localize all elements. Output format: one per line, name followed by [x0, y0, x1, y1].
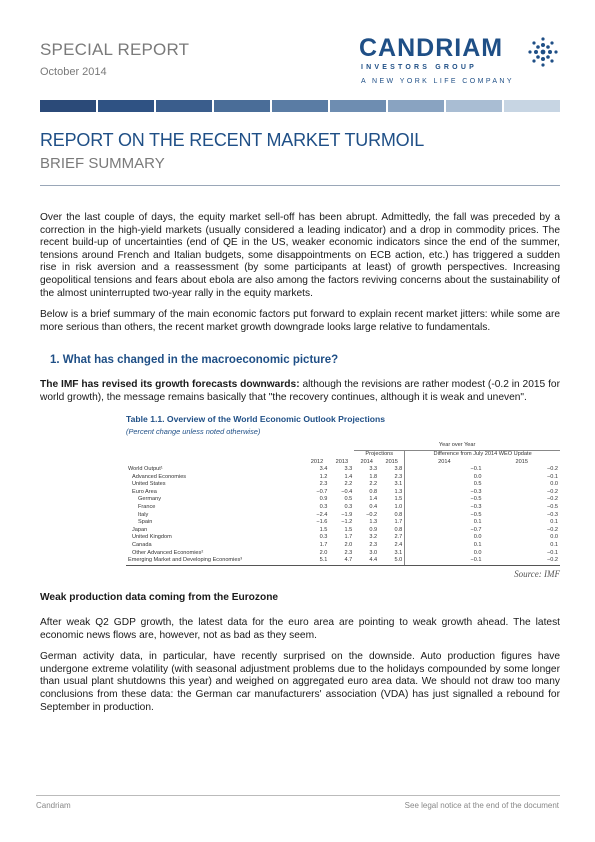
row-value: 3.4 — [319, 466, 328, 473]
table-row — [126, 542, 560, 550]
row-value: 0.3 — [319, 504, 328, 511]
row-label: United Kingdom — [132, 534, 172, 541]
row-label: Spain — [138, 519, 153, 526]
row-value: 1.7 — [394, 519, 403, 526]
row-value: −0.1 — [405, 466, 484, 474]
year-header: 2014 — [405, 459, 484, 467]
year-header: 2012 — [310, 458, 324, 465]
logo-tagline: A NEW YORK LIFE COMPANY — [361, 78, 514, 85]
title-block — [40, 130, 560, 172]
row-value: 0.1 — [550, 519, 558, 526]
row-value: −0.4 — [341, 488, 353, 495]
row-value: −0.5 — [546, 504, 558, 511]
section-heading-macro: 1. What has changed in the macroeconomic picture? — [50, 354, 339, 367]
logo-sub: INVESTORS GROUP — [361, 64, 477, 71]
row-value: 1.0 — [394, 504, 403, 511]
year-header: 2013 — [335, 458, 349, 465]
row-value: −0.2 — [546, 526, 558, 533]
row-value: 2.0 — [344, 542, 353, 549]
stripe-segment — [272, 100, 328, 112]
row-value: −1.6 — [316, 519, 328, 526]
row-value: −0.2 — [546, 496, 558, 503]
row-value: −1.9 — [341, 511, 353, 518]
row-value: −0.3 — [405, 504, 484, 512]
row-value: 5.0 — [379, 557, 405, 565]
footer-legal-notice[interactable]: See legal notice at the end of the document — [404, 801, 559, 810]
row-value: −1.2 — [341, 519, 353, 526]
footer-company: Candriam — [36, 801, 71, 810]
row-value: −0.1 — [546, 549, 558, 556]
row-value: 1.5 — [394, 496, 403, 503]
row-label: Other Advanced Economies² — [132, 549, 204, 556]
row-value: 0.0 — [550, 534, 558, 541]
row-value: 1.7 — [319, 542, 328, 549]
row-value: 4.7 — [329, 557, 354, 565]
table-row — [126, 519, 560, 527]
table-source: Source: IMF — [514, 568, 560, 579]
page-title: REPORT ON THE RECENT MARKET TURMOIL — [40, 130, 425, 150]
row-value: 0.8 — [369, 488, 378, 495]
table-row — [126, 504, 560, 512]
table-row — [126, 481, 560, 489]
row-value: 2.3 — [369, 542, 378, 549]
row-value: −0.5 — [405, 512, 484, 520]
row-value: 3.8 — [394, 466, 403, 473]
row-value: 0.4 — [369, 504, 378, 511]
stripe-segment — [156, 100, 212, 112]
footer-divider — [36, 795, 560, 796]
row-value: 0.9 — [369, 526, 378, 533]
row-value: 3.1 — [394, 549, 403, 556]
stripe-segment — [98, 100, 154, 112]
stripe-segment — [40, 100, 96, 112]
row-label: Emerging Market and Developing Economies³ — [126, 557, 305, 565]
row-value: 1.4 — [344, 473, 353, 480]
row-label: Euro Area — [132, 488, 157, 495]
table-row — [126, 466, 560, 474]
row-value: 1.8 — [369, 473, 378, 480]
stripe-segment — [388, 100, 444, 112]
row-value: 1.7 — [344, 534, 353, 541]
row-value: 1.5 — [344, 526, 353, 533]
row-value: 5.1 — [305, 557, 330, 565]
row-value: 2.0 — [319, 549, 328, 556]
page-subtitle: BRIEF SUMMARY — [40, 155, 165, 172]
logo-mark-icon — [527, 36, 559, 68]
row-value: 0.0 — [405, 534, 484, 542]
row-value: 3.3 — [369, 466, 378, 473]
heading-eurozone: Weak production data coming from the Eurozone — [40, 592, 279, 604]
projections-header: Projections — [365, 450, 394, 457]
row-value: 0.0 — [405, 474, 484, 482]
year-header: 2015 — [515, 458, 528, 465]
table-row — [126, 496, 560, 504]
candriam-logo — [359, 34, 559, 94]
row-value: 3.2 — [369, 534, 378, 541]
row-value: 0.3 — [344, 504, 353, 511]
row-value: 0.8 — [394, 526, 403, 533]
report-date: October 2014 — [40, 66, 107, 78]
difference-header: Difference from July 2014 WEO Update — [405, 450, 560, 458]
row-label: World Output¹ — [128, 466, 163, 473]
row-value: 0.8 — [394, 511, 403, 518]
table-row — [126, 489, 560, 497]
row-value: 0.5 — [344, 496, 353, 503]
row-value: 0.0 — [550, 481, 558, 488]
table-row — [126, 527, 560, 535]
row-value: 1.3 — [369, 519, 378, 526]
row-value: −0.7 — [316, 488, 328, 495]
row-label: Japan — [132, 526, 148, 533]
paragraph-eurozone-2: German activity data, in particular, have recently surprised on the downside. Auto production figures have undergone extreme volatility (with seasonal adjustment problems due to the holidays compounded by some longer than usual plant shutdowns this year) and weighed on aggregated euro area data. We should not draw too many conclusions from these data: the German car manufacturers' association (VDA) has just signalled a rebound for September in production. — [40, 651, 560, 713]
stripe-segment — [446, 100, 502, 112]
row-value: 2.2 — [369, 481, 378, 488]
row-value: −0.1 — [546, 473, 558, 480]
row-value: 2.3 — [319, 481, 328, 488]
table-subcaption: (Percent change unless noted otherwise) — [126, 426, 261, 436]
table-row — [126, 557, 560, 565]
row-value: 1.3 — [394, 488, 403, 495]
imf-rest: although the revisions are rather modest (-0.2 in 2015 for world growth), the message remains basically that "the recovery continues, although it is weak and uneven". — [40, 378, 560, 403]
row-value: 3.0 — [369, 549, 378, 556]
report-body — [40, 212, 560, 723]
row-value: 0.1 — [405, 519, 484, 527]
row-label: France — [138, 504, 156, 511]
logo-name: CANDRIAM — [359, 34, 504, 62]
year-header: 2014 — [360, 458, 373, 465]
row-value: 0.0 — [405, 550, 484, 558]
stripe-segment — [504, 100, 560, 112]
row-value: 2.3 — [394, 473, 403, 480]
row-value: 2.7 — [394, 534, 403, 541]
row-value: −0.2 — [366, 511, 378, 518]
table-row — [126, 534, 560, 542]
row-value: 3.3 — [344, 466, 353, 473]
row-value: −0.5 — [405, 496, 484, 504]
imf-projections-table — [126, 442, 560, 566]
stripe-segment — [330, 100, 386, 112]
imf-lead: The IMF has revised its growth forecasts downwards: — [40, 378, 300, 390]
row-value: −0.1 — [405, 557, 484, 565]
row-label: Germany — [138, 496, 162, 503]
table-row — [126, 512, 560, 520]
row-value: −0.2 — [546, 466, 558, 473]
row-value: 0.1 — [405, 542, 484, 550]
row-value: 2.3 — [344, 549, 353, 556]
title-divider — [40, 185, 560, 186]
row-value: 0.5 — [405, 481, 484, 489]
row-value: 1.5 — [319, 526, 328, 533]
row-value: 4.4 — [354, 557, 379, 565]
row-value: 3.1 — [394, 481, 403, 488]
paragraph-imf — [40, 379, 560, 404]
header-stripe — [40, 100, 560, 112]
row-label: Advanced Economies — [132, 473, 187, 480]
table-caption: Table 1.1. Overview of the World Economic Outlook Projections — [126, 414, 385, 425]
row-value: 0.3 — [319, 534, 328, 541]
report-header — [40, 40, 189, 78]
paragraph-intro: Over the last couple of days, the equity market sell-off has been abrupt. Admittedly, the fall was preceded by a correction in the high-yield markets (usually considered a leading indicator) and a drop in commodity prices. The recent build-up of uncertainties (end of QE in the US, weaker economic indicators since the end of the summer, tensions around French and Italian budgets, some disappointments on ECB action, etc.) has triggered a sudden rise in risk aversion and a reassessment (by some participants at least) of growth perspectives. Increasing geopolitical tensions and fears about ebola are also among the factors reviving concerns about the sustainability of the almost uninterrupted two-year rally in the equity markets. — [40, 212, 560, 299]
report-type: SPECIAL REPORT — [40, 40, 190, 59]
row-value: 2.4 — [394, 542, 403, 549]
row-label: United States — [132, 481, 166, 488]
row-value: 1.2 — [319, 473, 328, 480]
row-value: −0.3 — [405, 489, 484, 497]
row-value: 2.2 — [344, 481, 353, 488]
row-value: −0.2 — [484, 557, 561, 565]
row-label: Italy — [138, 511, 149, 518]
row-value: −0.3 — [546, 511, 558, 518]
row-value: 1.4 — [369, 496, 378, 503]
paragraph-eurozone-1: After weak Q2 GDP growth, the latest data for the euro area are pointing to weak growth ahead. The latest economic news flows are, however, not as bad as they seem. — [40, 617, 560, 641]
imf-table-figure — [126, 413, 560, 566]
year-header: 2015 — [385, 458, 398, 465]
row-value: −0.7 — [405, 527, 484, 535]
table-row — [126, 550, 560, 558]
stripe-segment — [214, 100, 270, 112]
row-value: −2.4 — [316, 511, 328, 518]
row-value: 0.1 — [550, 542, 558, 549]
row-label: Canada — [132, 542, 152, 549]
table-row — [126, 474, 560, 482]
row-value: −0.2 — [546, 488, 558, 495]
row-value: 0.9 — [319, 496, 328, 503]
year-over-year-header: Year over Year — [354, 442, 560, 450]
paragraph-summary: Below is a brief summary of the main economic factors put forward to explain recent market jitters: while some are more serious than others, the recent market growth downgrade looks large relative to fundamentals. — [40, 309, 560, 333]
